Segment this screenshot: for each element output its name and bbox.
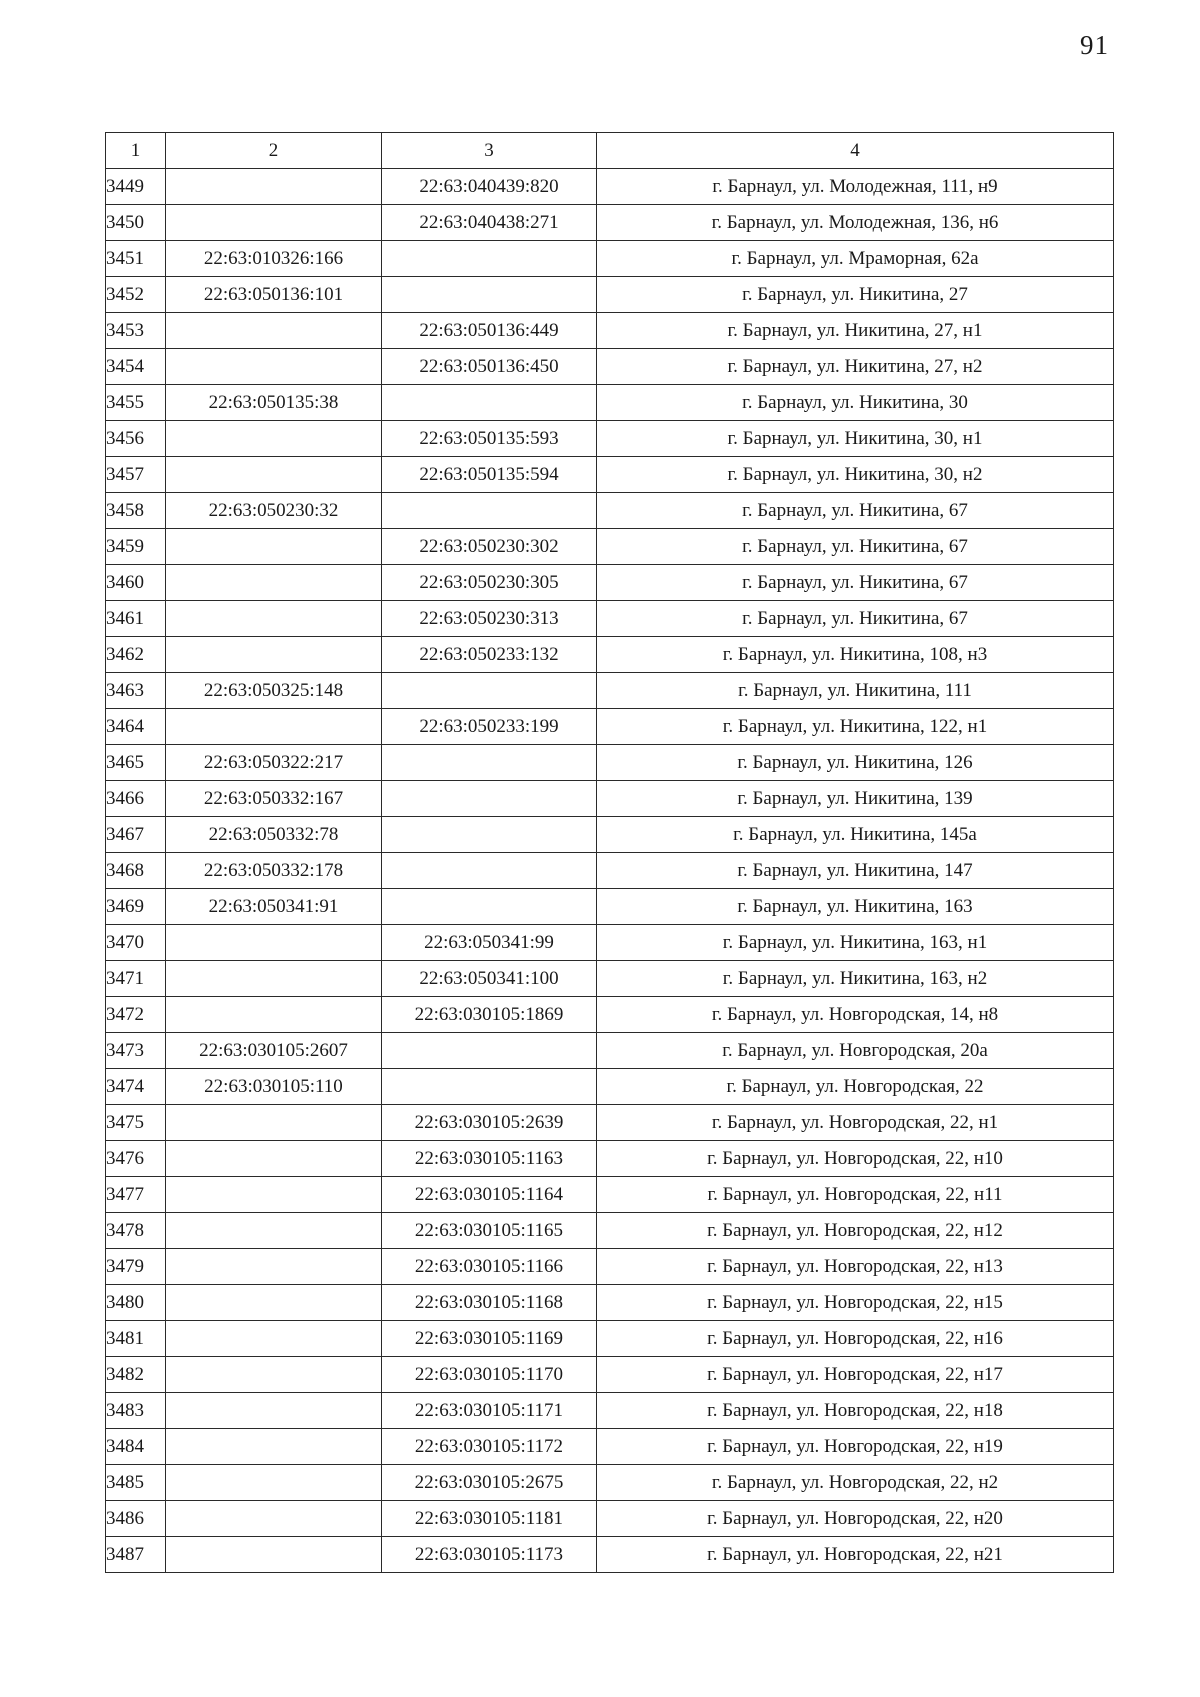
row-number-cell: 3474 — [106, 1069, 166, 1105]
table-row — [106, 1321, 1114, 1357]
land-cadastral-number-cell: 22:63:050230:32 — [166, 493, 382, 529]
land-cadastral-number-cell — [166, 169, 382, 205]
object-cadastral-number-cell: 22:63:050341:99 — [382, 925, 597, 961]
table-row — [106, 421, 1114, 457]
address-cell: г. Барнаул, ул. Новгородская, 22, н21 — [597, 1537, 1114, 1573]
address-cell: г. Барнаул, ул. Никитина, 27, н2 — [597, 349, 1114, 385]
row-number-cell: 3482 — [106, 1357, 166, 1393]
address-cell: г. Барнаул, ул. Новгородская, 22, н18 — [597, 1393, 1114, 1429]
land-cadastral-number-cell — [166, 1537, 382, 1573]
object-cadastral-number-cell: 22:63:050135:594 — [382, 457, 597, 493]
address-cell: г. Барнаул, ул. Новгородская, 22, н17 — [597, 1357, 1114, 1393]
row-number-cell: 3461 — [106, 601, 166, 637]
land-cadastral-number-cell — [166, 1429, 382, 1465]
table-row — [106, 1249, 1114, 1285]
address-cell: г. Барнаул, ул. Никитина, 139 — [597, 781, 1114, 817]
table-row — [106, 529, 1114, 565]
land-cadastral-number-cell — [166, 529, 382, 565]
address-cell: г. Барнаул, ул. Новгородская, 22, н2 — [597, 1465, 1114, 1501]
object-cadastral-number-cell: 22:63:050136:449 — [382, 313, 597, 349]
land-cadastral-number-cell — [166, 1357, 382, 1393]
row-number-cell: 3464 — [106, 709, 166, 745]
land-cadastral-number-cell — [166, 709, 382, 745]
row-number-cell: 3469 — [106, 889, 166, 925]
table-row — [106, 1393, 1114, 1429]
row-number-cell: 3476 — [106, 1141, 166, 1177]
object-cadastral-number-cell: 22:63:030105:1869 — [382, 997, 597, 1033]
table-row — [106, 169, 1114, 205]
address-cell: г. Барнаул, ул. Никитина, 147 — [597, 853, 1114, 889]
address-cell: г. Барнаул, ул. Новгородская, 20а — [597, 1033, 1114, 1069]
address-cell: г. Барнаул, ул. Молодежная, 136, н6 — [597, 205, 1114, 241]
row-number-cell: 3478 — [106, 1213, 166, 1249]
object-cadastral-number-cell: 22:63:050230:305 — [382, 565, 597, 601]
table-row — [106, 817, 1114, 853]
table-row — [106, 709, 1114, 745]
object-cadastral-number-cell: 22:63:030105:1165 — [382, 1213, 597, 1249]
table-row — [106, 1537, 1114, 1573]
object-cadastral-number-cell: 22:63:030105:1170 — [382, 1357, 597, 1393]
row-number-cell: 3470 — [106, 925, 166, 961]
table-row — [106, 997, 1114, 1033]
table-row — [106, 1357, 1114, 1393]
object-cadastral-number-cell: 22:63:030105:1171 — [382, 1393, 597, 1429]
row-number-cell: 3450 — [106, 205, 166, 241]
table-row — [106, 745, 1114, 781]
registry-table — [105, 132, 1114, 1573]
address-cell: г. Барнаул, ул. Никитина, 67 — [597, 565, 1114, 601]
row-number-cell: 3485 — [106, 1465, 166, 1501]
row-number-cell: 3477 — [106, 1177, 166, 1213]
table-row — [106, 1285, 1114, 1321]
table-row — [106, 565, 1114, 601]
row-number-cell: 3454 — [106, 349, 166, 385]
land-cadastral-number-cell — [166, 349, 382, 385]
object-cadastral-number-cell: 22:63:030105:2639 — [382, 1105, 597, 1141]
table-row — [106, 1141, 1114, 1177]
address-cell: г. Барнаул, ул. Новгородская, 22, н20 — [597, 1501, 1114, 1537]
row-number-cell: 3456 — [106, 421, 166, 457]
row-number-cell: 3449 — [106, 169, 166, 205]
table-row — [106, 637, 1114, 673]
land-cadastral-number-cell — [166, 1213, 382, 1249]
address-cell: г. Барнаул, ул. Новгородская, 22, н15 — [597, 1285, 1114, 1321]
address-cell: г. Барнаул, ул. Никитина, 27, н1 — [597, 313, 1114, 349]
row-number-cell: 3473 — [106, 1033, 166, 1069]
table-row — [106, 349, 1114, 385]
table-row — [106, 1429, 1114, 1465]
address-cell: г. Барнаул, ул. Мраморная, 62а — [597, 241, 1114, 277]
row-number-cell: 3472 — [106, 997, 166, 1033]
address-cell: г. Барнаул, ул. Никитина, 67 — [597, 529, 1114, 565]
address-cell: г. Барнаул, ул. Новгородская, 22, н19 — [597, 1429, 1114, 1465]
table-row — [106, 313, 1114, 349]
land-cadastral-number-cell: 22:63:050332:78 — [166, 817, 382, 853]
address-cell: г. Барнаул, ул. Никитина, 163, н2 — [597, 961, 1114, 997]
table-row — [106, 1177, 1114, 1213]
object-cadastral-number-cell: 22:63:040438:271 — [382, 205, 597, 241]
land-cadastral-number-cell — [166, 1501, 382, 1537]
address-cell: г. Барнаул, ул. Никитина, 145а — [597, 817, 1114, 853]
row-number-cell: 3484 — [106, 1429, 166, 1465]
object-cadastral-number-cell — [382, 1033, 597, 1069]
land-cadastral-number-cell: 22:63:010326:166 — [166, 241, 382, 277]
table-row — [106, 781, 1114, 817]
row-number-cell: 3457 — [106, 457, 166, 493]
object-cadastral-number-cell: 22:63:030105:1166 — [382, 1249, 597, 1285]
land-cadastral-number-cell: 22:63:050332:178 — [166, 853, 382, 889]
table-row — [106, 1501, 1114, 1537]
address-cell: г. Барнаул, ул. Никитина, 67 — [597, 493, 1114, 529]
table-row — [106, 1105, 1114, 1141]
table-row — [106, 601, 1114, 637]
page-number: 91 — [1080, 30, 1109, 60]
object-cadastral-number-cell: 22:63:030105:1169 — [382, 1321, 597, 1357]
table-row — [106, 1465, 1114, 1501]
land-cadastral-number-cell — [166, 457, 382, 493]
object-cadastral-number-cell — [382, 781, 597, 817]
object-cadastral-number-cell: 22:63:040439:820 — [382, 169, 597, 205]
object-cadastral-number-cell: 22:63:030105:1164 — [382, 1177, 597, 1213]
object-cadastral-number-cell: 22:63:030105:1181 — [382, 1501, 597, 1537]
object-cadastral-number-cell — [382, 493, 597, 529]
table-row — [106, 925, 1114, 961]
land-cadastral-number-cell — [166, 1393, 382, 1429]
header-col-3: 3 — [382, 133, 597, 169]
land-cadastral-number-cell — [166, 997, 382, 1033]
table-row — [106, 853, 1114, 889]
land-cadastral-number-cell: 22:63:030105:2607 — [166, 1033, 382, 1069]
object-cadastral-number-cell: 22:63:030105:1172 — [382, 1429, 597, 1465]
row-number-cell: 3467 — [106, 817, 166, 853]
object-cadastral-number-cell — [382, 673, 597, 709]
address-cell: г. Барнаул, ул. Никитина, 30, н1 — [597, 421, 1114, 457]
row-number-cell: 3459 — [106, 529, 166, 565]
address-cell: г. Барнаул, ул. Никитина, 30 — [597, 385, 1114, 421]
land-cadastral-number-cell — [166, 1105, 382, 1141]
land-cadastral-number-cell: 22:63:050332:167 — [166, 781, 382, 817]
address-cell: г. Барнаул, ул. Новгородская, 22, н1 — [597, 1105, 1114, 1141]
address-cell: г. Барнаул, ул. Новгородская, 22, н10 — [597, 1141, 1114, 1177]
address-cell: г. Барнаул, ул. Новгородская, 22, н11 — [597, 1177, 1114, 1213]
address-cell: г. Барнаул, ул. Новгородская, 22, н12 — [597, 1213, 1114, 1249]
land-cadastral-number-cell: 22:63:050135:38 — [166, 385, 382, 421]
address-cell: г. Барнаул, ул. Новгородская, 22, н13 — [597, 1249, 1114, 1285]
address-cell: г. Барнаул, ул. Никитина, 30, н2 — [597, 457, 1114, 493]
table-row — [106, 1033, 1114, 1069]
land-cadastral-number-cell — [166, 1465, 382, 1501]
object-cadastral-number-cell: 22:63:050230:313 — [382, 601, 597, 637]
land-cadastral-number-cell — [166, 637, 382, 673]
land-cadastral-number-cell: 22:63:050341:91 — [166, 889, 382, 925]
table-body — [106, 169, 1114, 1573]
row-number-cell: 3483 — [106, 1393, 166, 1429]
row-number-cell: 3475 — [106, 1105, 166, 1141]
object-cadastral-number-cell: 22:63:050230:302 — [382, 529, 597, 565]
address-cell: г. Барнаул, ул. Никитина, 111 — [597, 673, 1114, 709]
object-cadastral-number-cell: 22:63:050233:132 — [382, 637, 597, 673]
row-number-cell: 3465 — [106, 745, 166, 781]
address-cell: г. Барнаул, ул. Никитина, 163, н1 — [597, 925, 1114, 961]
land-cadastral-number-cell — [166, 1285, 382, 1321]
object-cadastral-number-cell — [382, 853, 597, 889]
row-number-cell: 3463 — [106, 673, 166, 709]
object-cadastral-number-cell: 22:63:030105:2675 — [382, 1465, 597, 1501]
land-cadastral-number-cell — [166, 565, 382, 601]
object-cadastral-number-cell — [382, 277, 597, 313]
address-cell: г. Барнаул, ул. Новгородская, 22 — [597, 1069, 1114, 1105]
land-cadastral-number-cell — [166, 1321, 382, 1357]
table-row — [106, 1069, 1114, 1105]
row-number-cell: 3466 — [106, 781, 166, 817]
land-cadastral-number-cell — [166, 961, 382, 997]
address-cell: г. Барнаул, ул. Никитина, 126 — [597, 745, 1114, 781]
row-number-cell: 3468 — [106, 853, 166, 889]
land-cadastral-number-cell — [166, 1177, 382, 1213]
table-row — [106, 673, 1114, 709]
land-cadastral-number-cell — [166, 601, 382, 637]
row-number-cell: 3479 — [106, 1249, 166, 1285]
land-cadastral-number-cell: 22:63:050322:217 — [166, 745, 382, 781]
object-cadastral-number-cell — [382, 745, 597, 781]
table-row — [106, 277, 1114, 313]
header-row — [106, 133, 1114, 169]
table-row — [106, 493, 1114, 529]
row-number-cell: 3471 — [106, 961, 166, 997]
object-cadastral-number-cell — [382, 1069, 597, 1105]
object-cadastral-number-cell: 22:63:050341:100 — [382, 961, 597, 997]
row-number-cell: 3451 — [106, 241, 166, 277]
object-cadastral-number-cell: 22:63:050135:593 — [382, 421, 597, 457]
row-number-cell: 3462 — [106, 637, 166, 673]
table-row — [106, 241, 1114, 277]
row-number-cell: 3480 — [106, 1285, 166, 1321]
object-cadastral-number-cell: 22:63:050136:450 — [382, 349, 597, 385]
address-cell: г. Барнаул, ул. Молодежная, 111, н9 — [597, 169, 1114, 205]
address-cell: г. Барнаул, ул. Никитина, 67 — [597, 601, 1114, 637]
object-cadastral-number-cell — [382, 241, 597, 277]
table-row — [106, 205, 1114, 241]
land-cadastral-number-cell — [166, 925, 382, 961]
table-row — [106, 457, 1114, 493]
address-cell: г. Барнаул, ул. Никитина, 122, н1 — [597, 709, 1114, 745]
land-cadastral-number-cell — [166, 1141, 382, 1177]
land-cadastral-number-cell — [166, 421, 382, 457]
header-col-2: 2 — [166, 133, 382, 169]
object-cadastral-number-cell: 22:63:030105:1163 — [382, 1141, 597, 1177]
object-cadastral-number-cell: 22:63:050233:199 — [382, 709, 597, 745]
address-cell: г. Барнаул, ул. Новгородская, 14, н8 — [597, 997, 1114, 1033]
row-number-cell: 3460 — [106, 565, 166, 601]
row-number-cell: 3452 — [106, 277, 166, 313]
address-cell: г. Барнаул, ул. Новгородская, 22, н16 — [597, 1321, 1114, 1357]
address-cell: г. Барнаул, ул. Никитина, 163 — [597, 889, 1114, 925]
row-number-cell: 3481 — [106, 1321, 166, 1357]
table-row — [106, 385, 1114, 421]
land-cadastral-number-cell — [166, 1249, 382, 1285]
row-number-cell: 3453 — [106, 313, 166, 349]
row-number-cell: 3455 — [106, 385, 166, 421]
land-cadastral-number-cell: 22:63:050136:101 — [166, 277, 382, 313]
address-cell: г. Барнаул, ул. Никитина, 108, н3 — [597, 637, 1114, 673]
header-col-4: 4 — [597, 133, 1114, 169]
land-cadastral-number-cell: 22:63:030105:110 — [166, 1069, 382, 1105]
table-row — [106, 889, 1114, 925]
land-cadastral-number-cell: 22:63:050325:148 — [166, 673, 382, 709]
table-row — [106, 961, 1114, 997]
row-number-cell: 3486 — [106, 1501, 166, 1537]
table-row — [106, 1213, 1114, 1249]
row-number-cell: 3458 — [106, 493, 166, 529]
land-cadastral-number-cell — [166, 205, 382, 241]
object-cadastral-number-cell — [382, 385, 597, 421]
address-cell: г. Барнаул, ул. Никитина, 27 — [597, 277, 1114, 313]
land-cadastral-number-cell — [166, 313, 382, 349]
header-col-1: 1 — [106, 133, 166, 169]
row-number-cell: 3487 — [106, 1537, 166, 1573]
object-cadastral-number-cell: 22:63:030105:1173 — [382, 1537, 597, 1573]
object-cadastral-number-cell: 22:63:030105:1168 — [382, 1285, 597, 1321]
object-cadastral-number-cell — [382, 817, 597, 853]
object-cadastral-number-cell — [382, 889, 597, 925]
table-header — [106, 133, 1114, 169]
